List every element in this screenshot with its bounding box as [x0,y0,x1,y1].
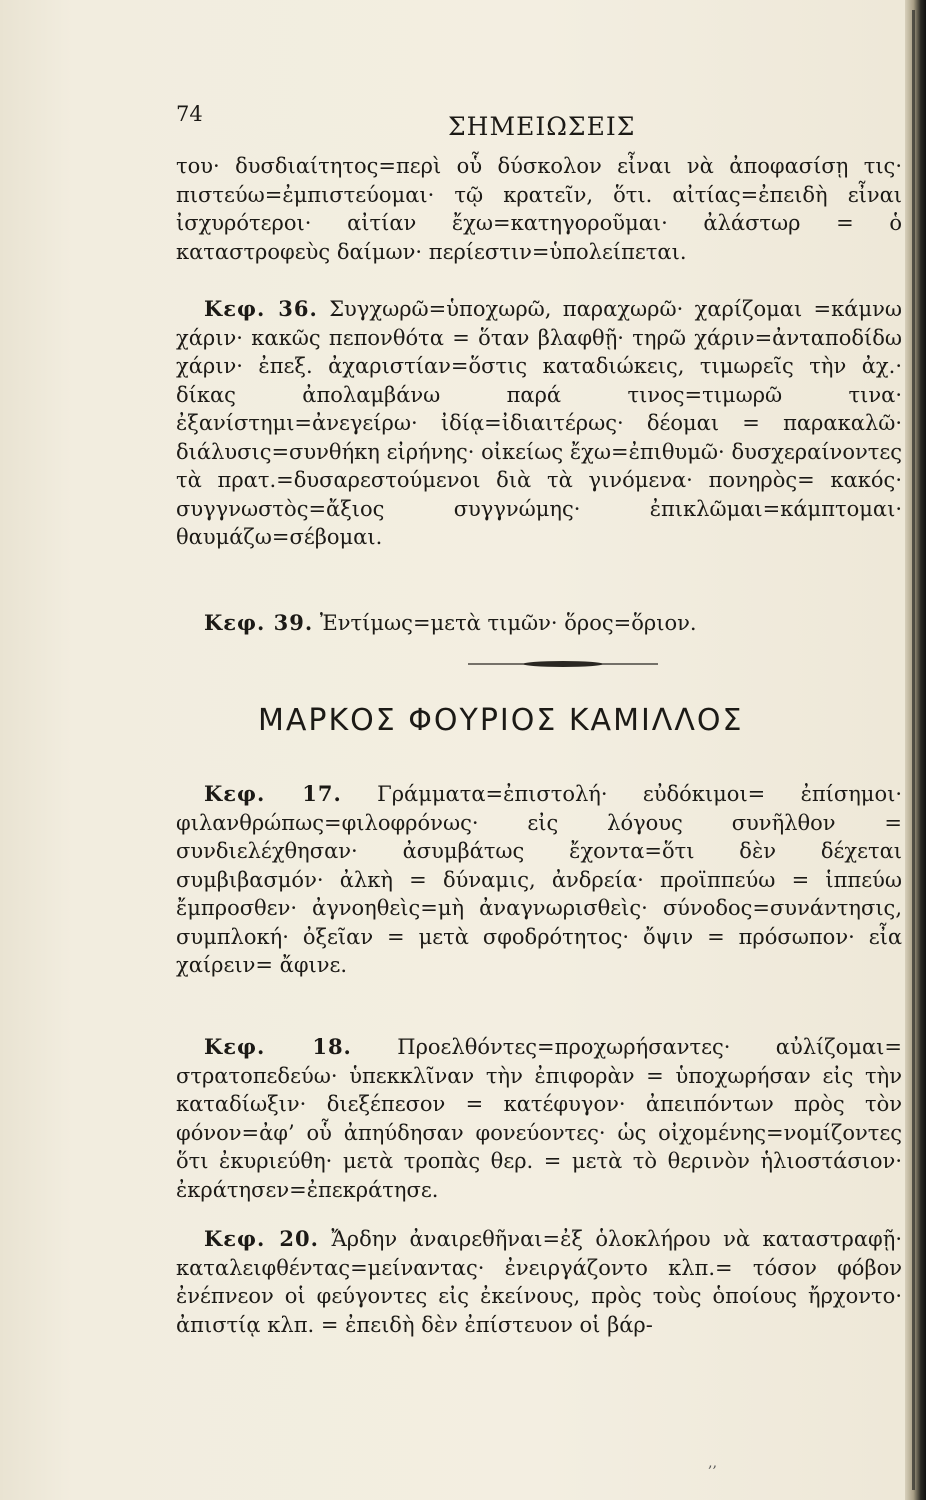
note-text: Γράμματα=ἐπιστολή· εὐδόκιμοι= ἐπίσημοι· φιλανθρώπως=φιλοφρόνως· εἰς λόγους συνῆλθον = συνδιελέχθησαν· ἀσυμβάτως ἔχοντα=ὅτι δὲν δέχεται συμβιβασμόν· ἀλκὴ = δύναμις, ἀνδρεία· προϊππεύω = ἱππεύω ἔμπροσθεν· ἀγνοηθεὶς=μὴ ἀναγνωρισθεὶς· σύνοδος=συνάντησις, συμπλοκή· ὀξεῖαν = μετὰ σφοδρότητος· ὄψιν = πρόσωπον· εἶα χαίρειν= ἄφινε. [176,782,902,977]
note-paragraph: του· δυσδιαίτητος=περὶ οὗ δύσκολον εἶναι νὰ ἀποφασίσῃ τις· πιστεύω=ἐμπιστεύομαι· τῷ κρατεῖν, ὅτι. αἰτίας=ἐπειδὴ εἶναι ἰσχυρότεροι· αἰτίαν ἔχω=κατηγοροῦμαι· ἀλάστωρ = ὁ καταστροφεὺς δαίμων· περίεστιν=ὑπολείπεται. [176,154,902,264]
note-text: Προελθόντες=προχωρήσαντες· αὐλίζομαι= στρατοπεδεύω· ὑπεκκλῖναν τὴν ἐπιφορὰν = ὑποχωρήσαν εἰς τὴν καταδίωξιν· διεξέπεσον = κατέφυγον· ἀπειπόντων πρὸς τὸν φόνον=ἀφ’ οὗ ἀπηύδησαν φονεύοντες· ὡς οἰχομένης=νομίζοντες ὅτι ἐκυριεύθη· μετὰ τροπὰς θερ. = μετὰ τὸ θερινὸν ἡλιοστάσιον· ἐκράτησεν=ἐπεκράτησε. [176,1035,902,1202]
note-kef-39 [176,609,902,638]
note-kef-17 [176,780,902,980]
section-divider-ornament [468,660,658,668]
chapter-label: Κεφ. 18. [204,1034,352,1059]
note-kef-18 [176,1033,902,1204]
chapter-label: Κεφ. 17. [204,781,342,806]
note-kef-20 [176,1225,902,1339]
book-spine-edge [905,0,926,1500]
page-number: 74 [176,102,203,126]
note-text: Συγχωρῶ=ὑποχωρῶ, παραχωρῶ· χαρίζομαι =κάμνω χάριν· κακῶς πεπονθότα = ὅταν βλαφθῇ· τηρῶ χάριν=ἀνταποδίδω χάριν· ἐπεξ. ἀχαριστίαν=ὅστις καταδιώκεις, τιμωρεῖς τὴν ἀχ.· δίκας ἀπολαμβάνω παρά τινος=τιμωρῶ τινα· ἐξανίστημι=ἀνεγείρω· ἰδίᾳ=ἰδιαιτέρως· δέομαι = παρακαλῶ· διάλυσις=συνθήκη εἰρήνης· οἰκείως ἔχω=ἐπιθυμῶ· δυσχεραίνοντες τὰ πρατ.=δυσαρεστούμενοι διὰ τὰ γινόμενα· πονηρὸς= κακός· συγγνωστὸς=ἄξιος συγγνώμης· ἐπικλῶμαι=κάμπτομαι· θαυμάζω=σέβομαι. [176,297,902,549]
page-edge-line [912,10,915,1490]
chapter-label: Κεφ. 36. [204,296,318,321]
chapter-label: Κεφ. 39. [204,610,314,635]
running-head: ΣΗΜΕΙΩΣΕΙΣ [448,112,636,141]
notes-continuation [176,152,902,266]
note-text: Ἄρδην ἀναιρεθῆναι=ἐξ ὁλοκλήρου νὰ καταστραφῇ· καταλειφθέντας=μείναντας· ἐνειργάζοντο κλπ.= τόσον φόβον ἐνέπνεον οἱ φεύγοντες εἰς ἐκείνους, πρὸς τοὺς ὁποίους ἤρχοντο· ἀπιστίᾳ κλπ. = ἐπειδὴ δὲν ἐπίστευον οἱ βάρ- [176,1227,903,1337]
note-text: Ἐντίμως=μετὰ τιμῶν· ὅρος=ὅριον. [319,611,697,635]
chapter-label: Κεφ. 20. [204,1226,319,1251]
note-kef-36 [176,295,902,552]
section-heading: ΜΑΡΚΟΣ ΦΟΥΡΙΟΣ ΚΑΜΙΛΛΟΣ [258,703,744,738]
stray-mark: ‚‚ [708,1455,717,1471]
